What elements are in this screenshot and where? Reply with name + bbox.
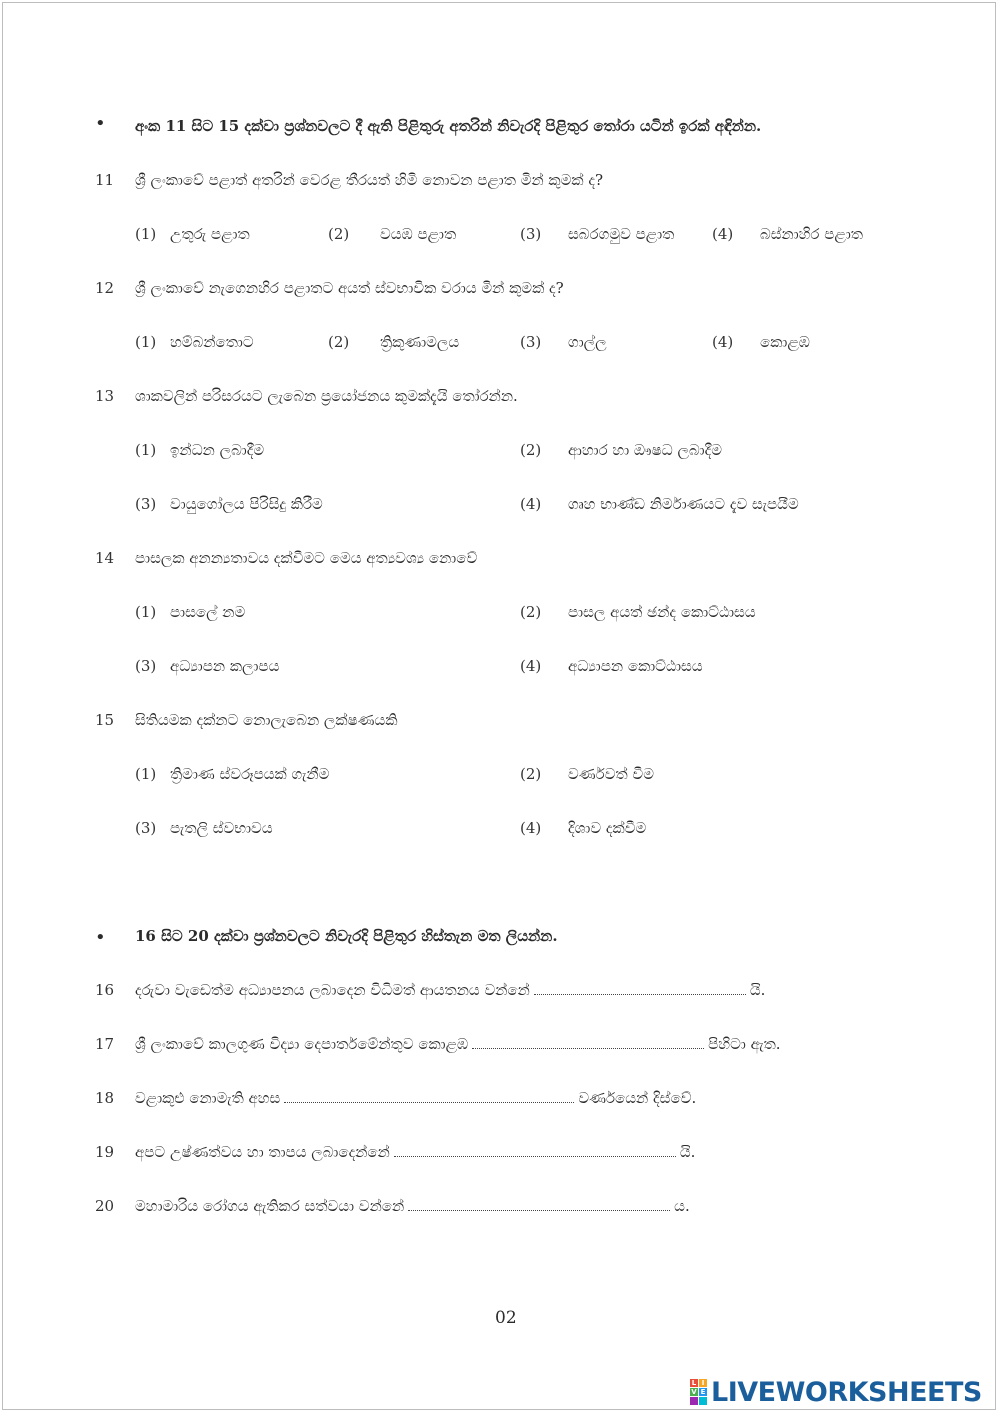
question-text: ශ්‍රී ලංකාවේ නැගෙනහිර පළාතට අයත් ස්වභාවික වරාය මින් කුමක් ද? [135, 279, 564, 297]
liveworksheets-logo [690, 1376, 982, 1408]
section2-instruction: 16 සිට 20 දක්වා ප්‍රශ්නවලට නිවැරදි පිළිතුර හිස්තැන මත ලියන්න. [135, 927, 558, 945]
logo-grid-cell: V [691, 1388, 697, 1396]
option-label: (3) [135, 657, 157, 675]
answer-blank[interactable] [394, 1142, 676, 1157]
option-text[interactable]: ගාල්ල [568, 333, 607, 351]
fill-text-before: දරුවා වැඩෙත්ම අධ්‍යාපනය ලබාදෙන විධිමත් ආයතනය වන්නේ [135, 981, 530, 999]
logo-grid-cell: E [700, 1388, 706, 1396]
option-label: (1) [135, 765, 157, 783]
logo-grid-icon [690, 1379, 707, 1405]
option-text[interactable]: ආහාර හා ඖෂධ ලබාදීම [568, 441, 723, 459]
option-text[interactable]: වර්ණවත් වීම [568, 765, 654, 783]
option-label: (4) [712, 225, 734, 243]
option-label: (2) [328, 333, 350, 351]
question-number: 15 [95, 711, 115, 729]
fill-text-after: ය. [674, 1197, 690, 1215]
logo-text: LIVEWORKSHEETS [711, 1376, 982, 1408]
fill-question [135, 1142, 695, 1162]
option-text[interactable]: සබරගමුව පළාත [568, 225, 675, 243]
fill-text-before: මහාමාරිය රෝගය ඇතිකර සත්වයා වන්නේ [135, 1197, 405, 1215]
logo-grid-cell [690, 1397, 698, 1405]
question-text: සිතියමක දක්නට නොලැබෙන ලක්ෂණයකි [135, 711, 398, 729]
option-label: (1) [135, 603, 157, 621]
question-number: 20 [95, 1197, 115, 1215]
option-text[interactable]: ගෘහ භාණ්ඩ නිර්මාණයට දැව සැපයීම [568, 495, 799, 513]
option-text[interactable]: පැතලි ස්වභාවය [170, 819, 273, 837]
option-label: (4) [712, 333, 734, 351]
answer-blank[interactable] [534, 980, 746, 995]
option-text[interactable]: බස්නාහිර පළාත [760, 225, 863, 243]
fill-text-after: යි. [679, 1143, 696, 1161]
option-text[interactable]: කොළඹ [760, 333, 810, 351]
page-number: 02 [495, 1308, 517, 1328]
logo-grid-cell [699, 1397, 707, 1405]
question-number: 14 [95, 549, 115, 567]
answer-blank[interactable] [408, 1196, 670, 1211]
option-label: (3) [135, 819, 157, 837]
question-text: ශ්‍රී ලංකාවේ පළාත් අතරින් වෙරළ තීරයත් හිමි නොවන පළාත මින් කුමක් ද? [135, 171, 604, 189]
option-text[interactable]: දිශාව දක්වීම [568, 819, 647, 837]
answer-blank[interactable] [472, 1034, 704, 1049]
question-number: 13 [95, 387, 115, 405]
option-text[interactable]: උතුරු පළාත [170, 225, 250, 243]
fill-text-before: අපට උෂ්ණත්වය හා තාපය ලබාදෙන්නේ [135, 1143, 390, 1161]
option-label: (4) [520, 819, 542, 837]
option-text[interactable]: අධ්‍යාපන කලාපය [170, 657, 280, 675]
option-text[interactable]: හම්බන්තොට [170, 333, 254, 351]
option-label: (1) [135, 333, 157, 351]
answer-blank[interactable] [284, 1088, 574, 1103]
section2-bullet: • [95, 927, 106, 948]
question-number: 16 [95, 981, 115, 999]
option-label: (3) [520, 225, 542, 243]
question-number: 17 [95, 1035, 115, 1053]
option-label: (2) [328, 225, 350, 243]
fill-text-after: වර්ණයෙන් දිස්වේ. [578, 1089, 697, 1107]
fill-text-after: පිහිටා ඇත. [708, 1035, 781, 1053]
option-label: (1) [135, 225, 157, 243]
fill-question [135, 1034, 781, 1054]
option-text[interactable]: ත්‍රිකුණාමලය [380, 333, 460, 351]
question-number: 19 [95, 1143, 115, 1161]
fill-text-after: යි. [749, 981, 766, 999]
option-label: (2) [520, 765, 542, 783]
option-text[interactable]: වයඹ පළාත [380, 225, 457, 243]
option-text[interactable]: පාසල අයත් ඡන්ද කොට්ඨාසය [568, 603, 756, 621]
option-label: (3) [520, 333, 542, 351]
logo-grid-cell: I [699, 1379, 707, 1387]
section1-instruction: අංක 11 සිට 15 දක්වා ප්‍රශ්නවලට දී ඇති පිළිතුරු අතරින් නිවැරදි පිළිතුර තෝරා යටින් ඉරක් අඳින්න. [135, 117, 762, 135]
section1-bullet: • [95, 113, 106, 134]
option-text[interactable]: අධ්‍යාපන කොට්ඨාසය [568, 657, 703, 675]
option-label: (4) [520, 657, 542, 675]
option-label: (1) [135, 441, 157, 459]
fill-text-before: වළාකුළු නොමැති අහස [135, 1089, 281, 1107]
question-number: 11 [95, 171, 115, 189]
option-label: (2) [520, 441, 542, 459]
question-text: ශාකවලින් පරිසරයට ලැබෙන ප්‍රයෝජනය කුමක්දැයි තෝරන්න. [135, 387, 518, 405]
option-label: (4) [520, 495, 542, 513]
question-number: 18 [95, 1089, 115, 1107]
fill-question [135, 1088, 696, 1108]
option-label: (2) [520, 603, 542, 621]
question-text: පාසලක අනන්‍යතාවය දක්වීමට මෙය අත්‍යවශ්‍ය නොවේ [135, 549, 478, 567]
fill-text-before: ශ්‍රී ලංකාවේ කාලගුණ විද්‍යා දෙපාර්තමේන්තුව කොළඹ [135, 1035, 469, 1053]
question-number: 12 [95, 279, 115, 297]
fill-question [135, 980, 765, 1000]
option-text[interactable]: පාසලේ නම [170, 603, 246, 621]
option-text[interactable]: ත්‍රිමාණ ස්වරූපයක් ගැනීම [170, 765, 330, 783]
fill-question [135, 1196, 690, 1216]
logo-grid-cell: L [691, 1379, 697, 1387]
option-label: (3) [135, 495, 157, 513]
option-text[interactable]: වායුගෝලය පිරිසිදු කිරීම [170, 495, 323, 513]
option-text[interactable]: ඉන්ධන ලබාදීම [170, 441, 265, 459]
